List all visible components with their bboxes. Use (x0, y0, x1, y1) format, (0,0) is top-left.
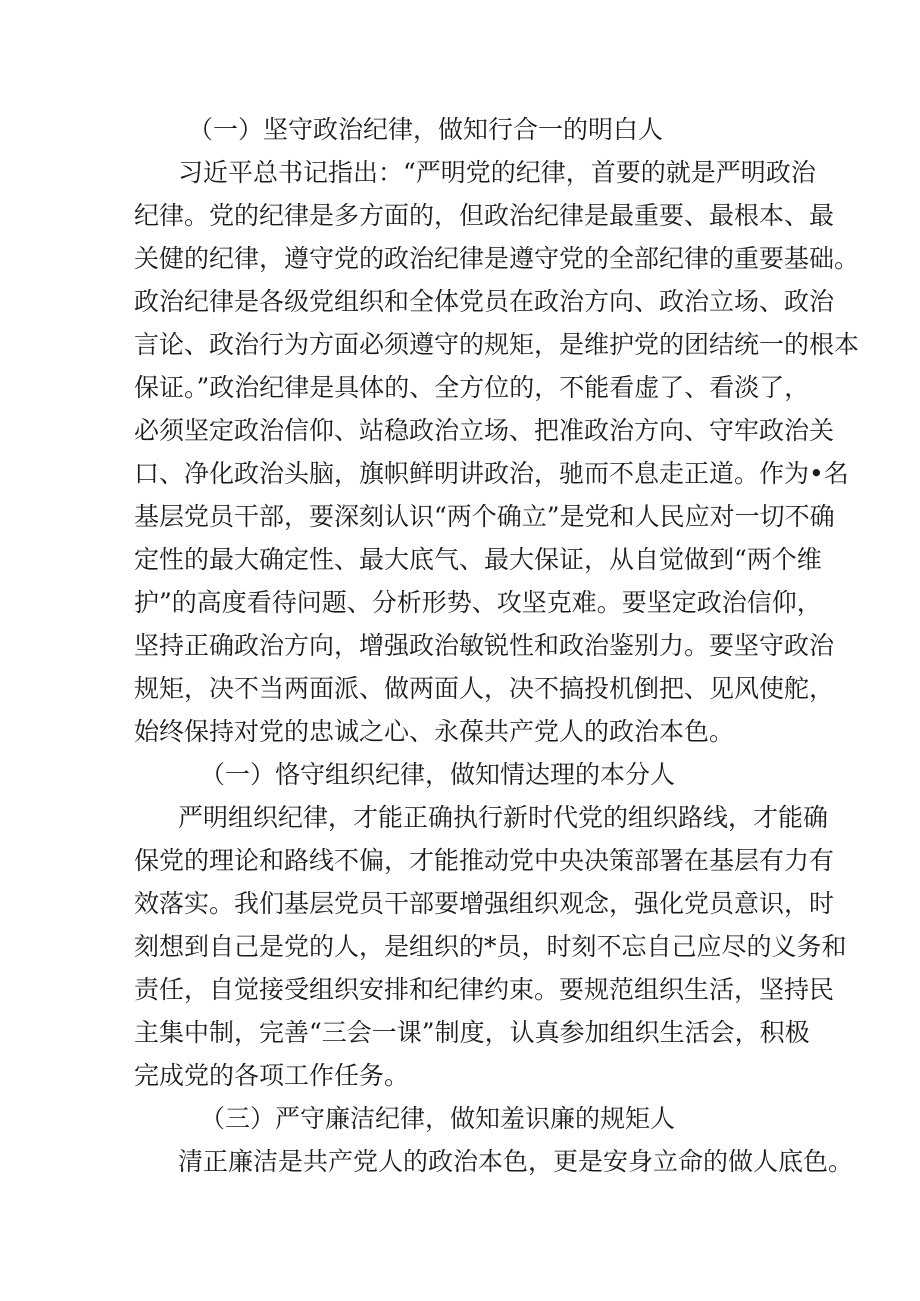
paragraph-line: 基层党员干部，要深刻认识“两个确立”是党和人民应对一切不确 (134, 502, 835, 531)
section-heading-3: （三）严守廉洁纪律，做知羞识廉的规矩人 (200, 1104, 676, 1133)
paragraph-line: 效落实。我们基层党员干部要增强组织观念，强化党员意识，时 (134, 889, 835, 918)
paragraph-line: 完成党的各项工作任务。 (134, 1061, 410, 1090)
paragraph-line: 主集中制，完善“三会一课”制度，认真参加组织生活会，积极 (134, 1018, 810, 1047)
paragraph-line: 严明组织纪律，才能正确执行新时代党的组织路线，才能确 (178, 803, 829, 832)
paragraph-line: 习近平总书记指出：“严明党的纪律，首要的就是严明政治 (178, 158, 816, 187)
paragraph-line: 口、净化政治头脑，旗帜鲜明讲政治，驰而不息走正道。作为•名 (134, 459, 849, 488)
paragraph-line: 责任，自觉接受组织安排和纪律约束。要规范组织生活，坚持民 (134, 975, 835, 1004)
paragraph-line: 必须坚定政治信仰、站稳政治立场、把准政治方向、守牢政治关 (134, 416, 835, 445)
paragraph-line: 护”的高度看待问题、分析形势、攻坚克难。要坚定政治信仰， (134, 588, 822, 617)
paragraph-line: 刻想到自己是党的人，是组织的*员，时刻不忘自己应尽的义务和 (134, 932, 847, 961)
paragraph-line: 始终保持对党的忠诚之心、永葆共产党人的政治本色。 (134, 717, 735, 746)
paragraph-line: 保党的理论和路线不偏，才能推动党中央决策部署在基层有力有 (134, 846, 835, 875)
paragraph-line: 政治纪律是各级党组织和全体党员在政治方向、政治立场、政治 (134, 287, 835, 316)
paragraph-line: 关健的纪律，遵守党的政治纪律是遵守党的全部纪律的重要基础。 (134, 244, 860, 273)
paragraph-line: 言论、政治行为方面必须遵守的规矩，是维护党的团结统一的根本 (134, 330, 860, 359)
section-heading-2: （一）恪守组织纪律，做知情达理的本分人 (200, 760, 676, 789)
paragraph-line: 规矩，决不当两面派、做两面人，决不搞投机倒把、见风使舵， (134, 674, 835, 703)
paragraph-line: 清正廉洁是共产党人的政治本色，更是安身立命的做人底色。 (178, 1147, 854, 1176)
section-heading-1: （一）坚守政治纪律，做知行合一的明白人 (188, 115, 664, 144)
paragraph-line: 保证。”政治纪律是具体的、全方位的，不能看虚了、看淡了， (134, 373, 810, 402)
paragraph-line: 定性的最大确定性、最大底气、最大保证，从自觉做到“两个维 (134, 545, 822, 574)
paragraph-line: 纪律。党的纪律是多方面的，但政治纪律是最重要、最根本、最 (134, 201, 835, 230)
paragraph-line: 坚持正确政治方向，增强政治敏锐性和政治鉴别力。要坚守政治 (134, 631, 835, 660)
